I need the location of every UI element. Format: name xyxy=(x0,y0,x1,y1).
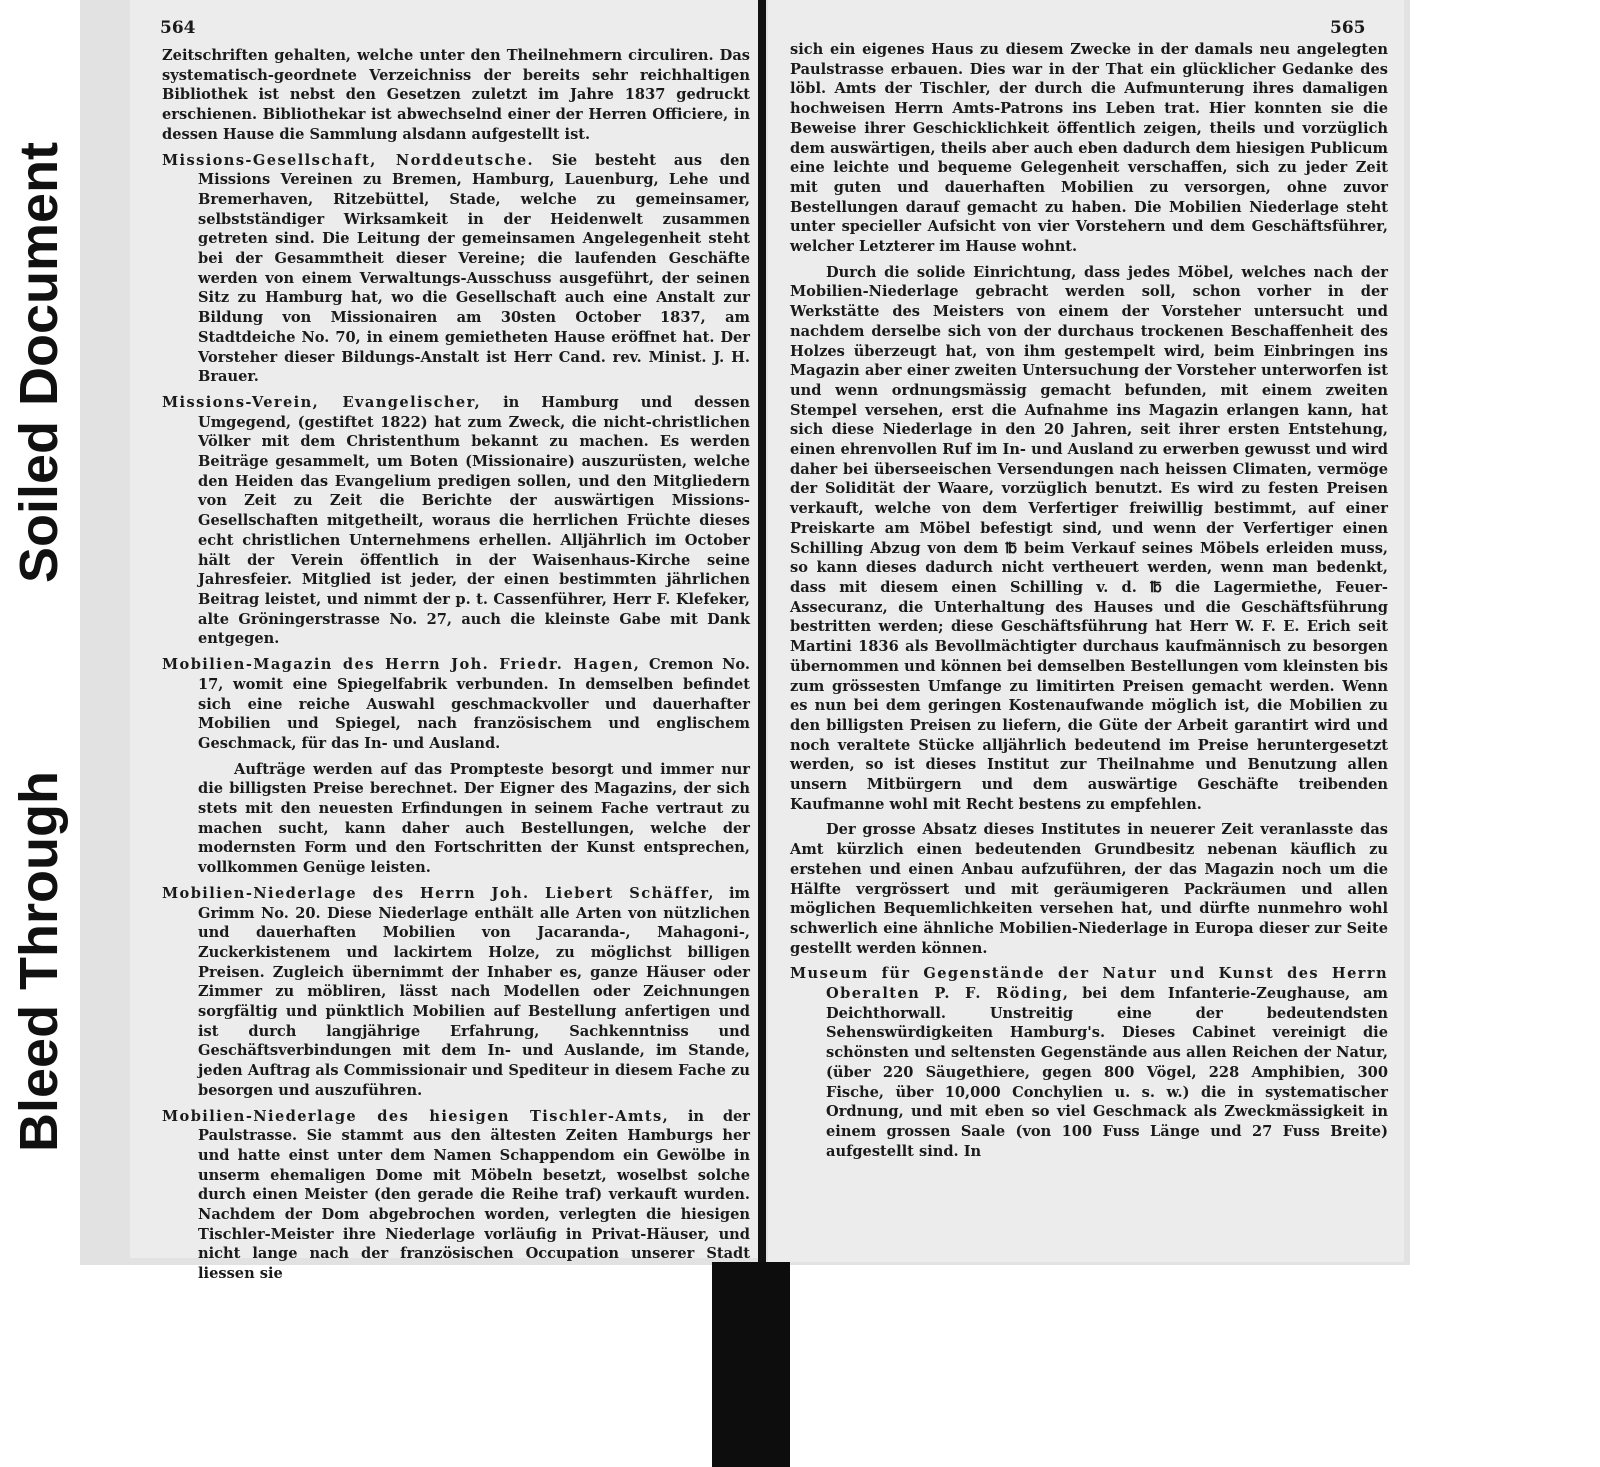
paragraph: Aufträge werden auf das Prompteste besorgt und immer nur die billigsten Preise berechnet. Der Eigner des Magazins, der sich stets mit den neuesten Erfindungen in seinem Fache vertraut zu machen sucht, kann daher auch Bestellungen, welche der modernsten Form und den Fortschritten der Kunst entsprechen, vollkommen Genüge leisten. xyxy=(198,760,750,877)
binding-tab xyxy=(712,1262,790,1467)
entry-heading: Mobilien-Magazin des Herrn Joh. Friedr. Hagen, xyxy=(162,656,641,674)
right-page-text xyxy=(790,40,1388,1167)
entry-heading: Mobilien-Niederlage des hiesigen Tischler-Amts, xyxy=(162,1107,670,1125)
entry-heading: Mobilien-Niederlage des Herrn Joh. Liebert Schäffer, xyxy=(162,884,715,902)
left-page-text xyxy=(162,46,750,1290)
entry-heading: Museum für Gegenstände der Natur und Kunst des Herrn Oberalten P. F. Röding, xyxy=(790,965,1388,1003)
soiled-document-stamp: Soiled Document xyxy=(9,141,69,583)
paragraph: Durch die solide Einrichtung, dass jedes Möbel, welches nach der Mobilien-Niederlage gebracht werden soll, schon vorher in der Werkstätte des Meisters von einem der Vorsteher untersucht und nachdem derselbe sich von der durchaus trockenen Beschaffenheit des Holzes überzeugt hat, von ihm gestempelt wird, beim Einbringen ins Magazin aber einer zweiten Untersuchung der Vorsteher unterworfen ist und wenn ordnungsmässig gemacht befunden, mit einem zweiten Stempel versehen, erst die Aufnahme ins Magazin erlangen kann, hat sich diese Niederlage in den 20 Jahren, seit ihrer ersten Entstehung, einen ehrenvollen Ruf im In- und Ausland zu erwerben gewusst und wird daher bei überseeischen Versendungen nach heissen Climaten, vermöge der Solidität der Waare, vorzüglich benutzt. Es wird zu festen Preisen verkauft, welche von dem Verfertiger freiwillig bestimmt, auf einer Preiskarte am Möbel befestigt sind, und wenn der Verfertiger einen Schilling Abzug von dem ℔ beim Verkauf seines Möbels erleiden muss, so kann dieses dadurch nicht vertheuert werden, wenn man bedenkt, dass mit diesem einen Schilling v. d. ℔ die Lagermiethe, Feuer-Assecuranz, die Unterhaltung des Hauses und die Geschäftsführung bestritten werden; diese Geschäftsführung hat Herr W. F. E. Erich seit Martini 1836 als Bevollmächtigter durchaus kaufmännisch zu besorgen übernommen und können bei demselben Bestellungen vom kleinsten bis zum grössesten Umfange zu limitirten Preisen gemacht werden. Wenn es nun bei dem geringen Kostenaufwande möglich ist, die Mobilien zu den billigsten Preisen zu liefern, die Güte der Arbeit garantirt wird und noch veraltete Stücke alljährlich bedeutend im Preise heruntergesetzt werden, so ist dieses Institut zur Theilnahme und Benutzung allen unsern Mitbürgern und dem auswärtige Geschäfte treibenden Kaufmanne wohl mit Recht bestens zu empfehlen. xyxy=(790,263,1388,813)
entry-heading: Missions-Verein, Evangelischer, xyxy=(162,393,482,411)
entry-mobilien-niederlage-tischler-amt: Mobilien-Niederlage des hiesigen Tischler-Amts, in der Paulstrasse. Sie stammt aus den ältesten Zeiten Hamburgs her und hatte einst unter dem Namen Schappendom ein Gewölbe in unserm ehemaligen Dome mit Möbeln besetzt, woselbst solche durch einen Meister (den gerade die Reihe traf) verkauft wurden. Nachdem der Dom abgebrochen worden, verlegten die hiesigen Tischler-Meister ihre Niederlage vorläufig in Privat-Häuser, und nicht lange nach der französischen Occupation unserer Stadt liessen sie xyxy=(162,1107,750,1283)
entry-mobilien-niederlage-schaeffer: Mobilien-Niederlage des Herrn Joh. Liebert Schäffer, im Grimm No. 20. Diese Niederlage enthält alle Arten von nützlichen und dauerhaften Mobilien von Jacaranda-, Mahagoni-, Zuckerkistenem und lackirtem Holze, zu möglichst billigen Preisen. Zugleich übernimmt der Inhaber es, ganze Häuser oder Zimmer zu möbliren, lässt nach Modellen oder Zeichnungen sorgfältig und pünktlich Mobilien auf Bestellung anfertigen und ist durch langjährige Erfahrung, Sachkenntniss und Geschäftsverbindungen mit dem In- und Auslande, im Stande, jeden Auftrag als Commissionair und Spediteur in diesem Fache zu besorgen und auszuführen. xyxy=(162,884,750,1099)
entry-missions-verein: Missions-Verein, Evangelischer, in Hamburg und dessen Umgegend, (gestiftet 1822) hat zum Zweck, die nicht-christlichen Völker mit dem Christenthum bekannt zu machen. Es werden Beiträge gesammelt, um Boten (Missionaire) auszurüsten, welche den Heiden das Evangelium predigen sollen, und den Mitgliedern von Zeit zu Zeit die Berichte der auswärtigen Missions-Gesellschaften mitgetheilt, woraus die herrlichen Früchte dieses echt christlichen Unternehmens erhellen. Alljährlich im October hält der Verein öffentlich in der Waisenhaus-Kirche seine Jahresfeier. Mitglied ist jeder, der einen bestimmten jährlichen Beitrag leistet, und nimmt der p. t. Cassenführer, Herr F. Klefeker, alte Gröningerstrasse No. 27, auch die kleinste Gabe mit Dank entgegen. xyxy=(162,393,750,648)
right-page-number: 565 xyxy=(1330,18,1366,38)
entry-mobilien-magazin-hagen: Mobilien-Magazin des Herrn Joh. Friedr. Hagen, Cremon No. 17, womit eine Spiegelfabrik verbunden. In demselben befindet sich eine reiche Auswahl geschmackvoller und dauerhafter Mobilien und Spiegel, nach französischem und englischem Geschmack, für das In- und Ausland. xyxy=(162,656,750,752)
paragraph: Der grosse Absatz dieses Institutes in neuerer Zeit veranlasste das Amt kürzlich einen bedeutenden Grundbesitz nebenan käuflich zu erstehen und einen Anbau aufzuführen, der das Magazin noch um die Hälfte vergrössert und mit geräumigeren Packräumen und allen möglichen Bequemlichkeiten versehen hat, und dürfte nunmehro wohl schwerlich eine ähnliche Mobilien-Niederlage in Europa dieser zur Seite gestellt werden können. xyxy=(790,821,1388,957)
entry-heading: Missions-Gesellschaft, Norddeutsche. xyxy=(162,151,534,169)
bleed-through-stamp: Bleed Through xyxy=(9,771,69,1152)
entry-missions-gesellschaft: Missions-Gesellschaft, Norddeutsche. Sie besteht aus den Missions Vereinen zu Bremen, Hamburg, Lauenburg, Lehe und Bremerhaven, Ritzebüttel, Stade, welche zu gemeinsamer, selbstständiger Wirksamkeit in der Heidenwelt zusammen getreten sind. Die Leitung der gemeinsamen Angelegenheit steht bei der Gesammtheit dieser Vereine; die laufenden Geschäfte werden von einem Verwaltungs-Ausschuss ausgeführt, der seinen Sitz zu Hamburg hat, wo die Gesellschaft auch eine Anstalt zur Bildung von Missionairen am 30sten October 1837, am Stadtdeiche No. 70, in einem gemietheten Hause eröffnet hat. Der Vorsteher dieser Bildungs-Anstalt ist Herr Cand. rev. Minist. J. H. Brauer. xyxy=(162,151,751,386)
paragraph: sich ein eigenes Haus zu diesem Zwecke in der damals neu angelegten Paulstrasse erbauen. Dies war in der That ein glücklicher Gedanke des löbl. Amts der Tischler, der durch die Aufmunterung ihres damaligen hochweisen Herrn Amts-Patrons ins Leben trat. Hier konnten sie die Beweise ihrer Geschicklichkeit öffentlich zeigen, theils und vorzüglich dem auswärtigen, theils aber auch eben dadurch dem hiesigen Publicum eine leichte und bequeme Gelegenheit verschaffen, sich zu jeder Zeit mit guten und dauerhaften Mobilien zu versorgen, ohne zuvor Bestellungen darauf gemacht zu haben. Die Mobilien Niederlage steht unter specieller Aufsicht von vier Vorstehern und dem Geschäftsführer, welcher Letzterer im Hause wohnt. xyxy=(790,41,1388,256)
left-page-number: 564 xyxy=(160,18,196,38)
entry-museum-roeding: Museum für Gegenstände der Natur und Kunst des Herrn Oberalten P. F. Röding, bei dem Infanterie-Zeughause, am Deichthorwall. Unstreitig eine der bedeutendsten Sehenswürdigkeiten Hamburg's. Dieses Cabinet vereinigt die schönsten und seltensten Gegenstände aus allen Reichen der Natur, (über 220 Säugethiere, gegen 800 Vögel, 228 Amphibien, 300 Fische, über 10,000 Conchylien u. s. w.) die in systematischer Ordnung, und mit eben so viel Geschmack als Zweckmässigkeit in einem grossen Saale (von 100 Fuss Länge und 27 Fuss Breite) aufgestellt sind. In xyxy=(790,965,1388,1160)
paragraph: Zeitschriften gehalten, welche unter den Theilnehmern circuliren. Das systematisch-geordnete Verzeichniss der bereits sehr reichhaltigen Bibliothek ist nebst den Gesetzen zuletzt im Jahre 1837 gedruckt erschienen. Bibliothekar ist abwechselnd einer der Herren Officiere, in dessen Hause die Sammlung alsdann aufgestellt ist. xyxy=(162,47,750,143)
book-gutter xyxy=(758,0,766,1263)
